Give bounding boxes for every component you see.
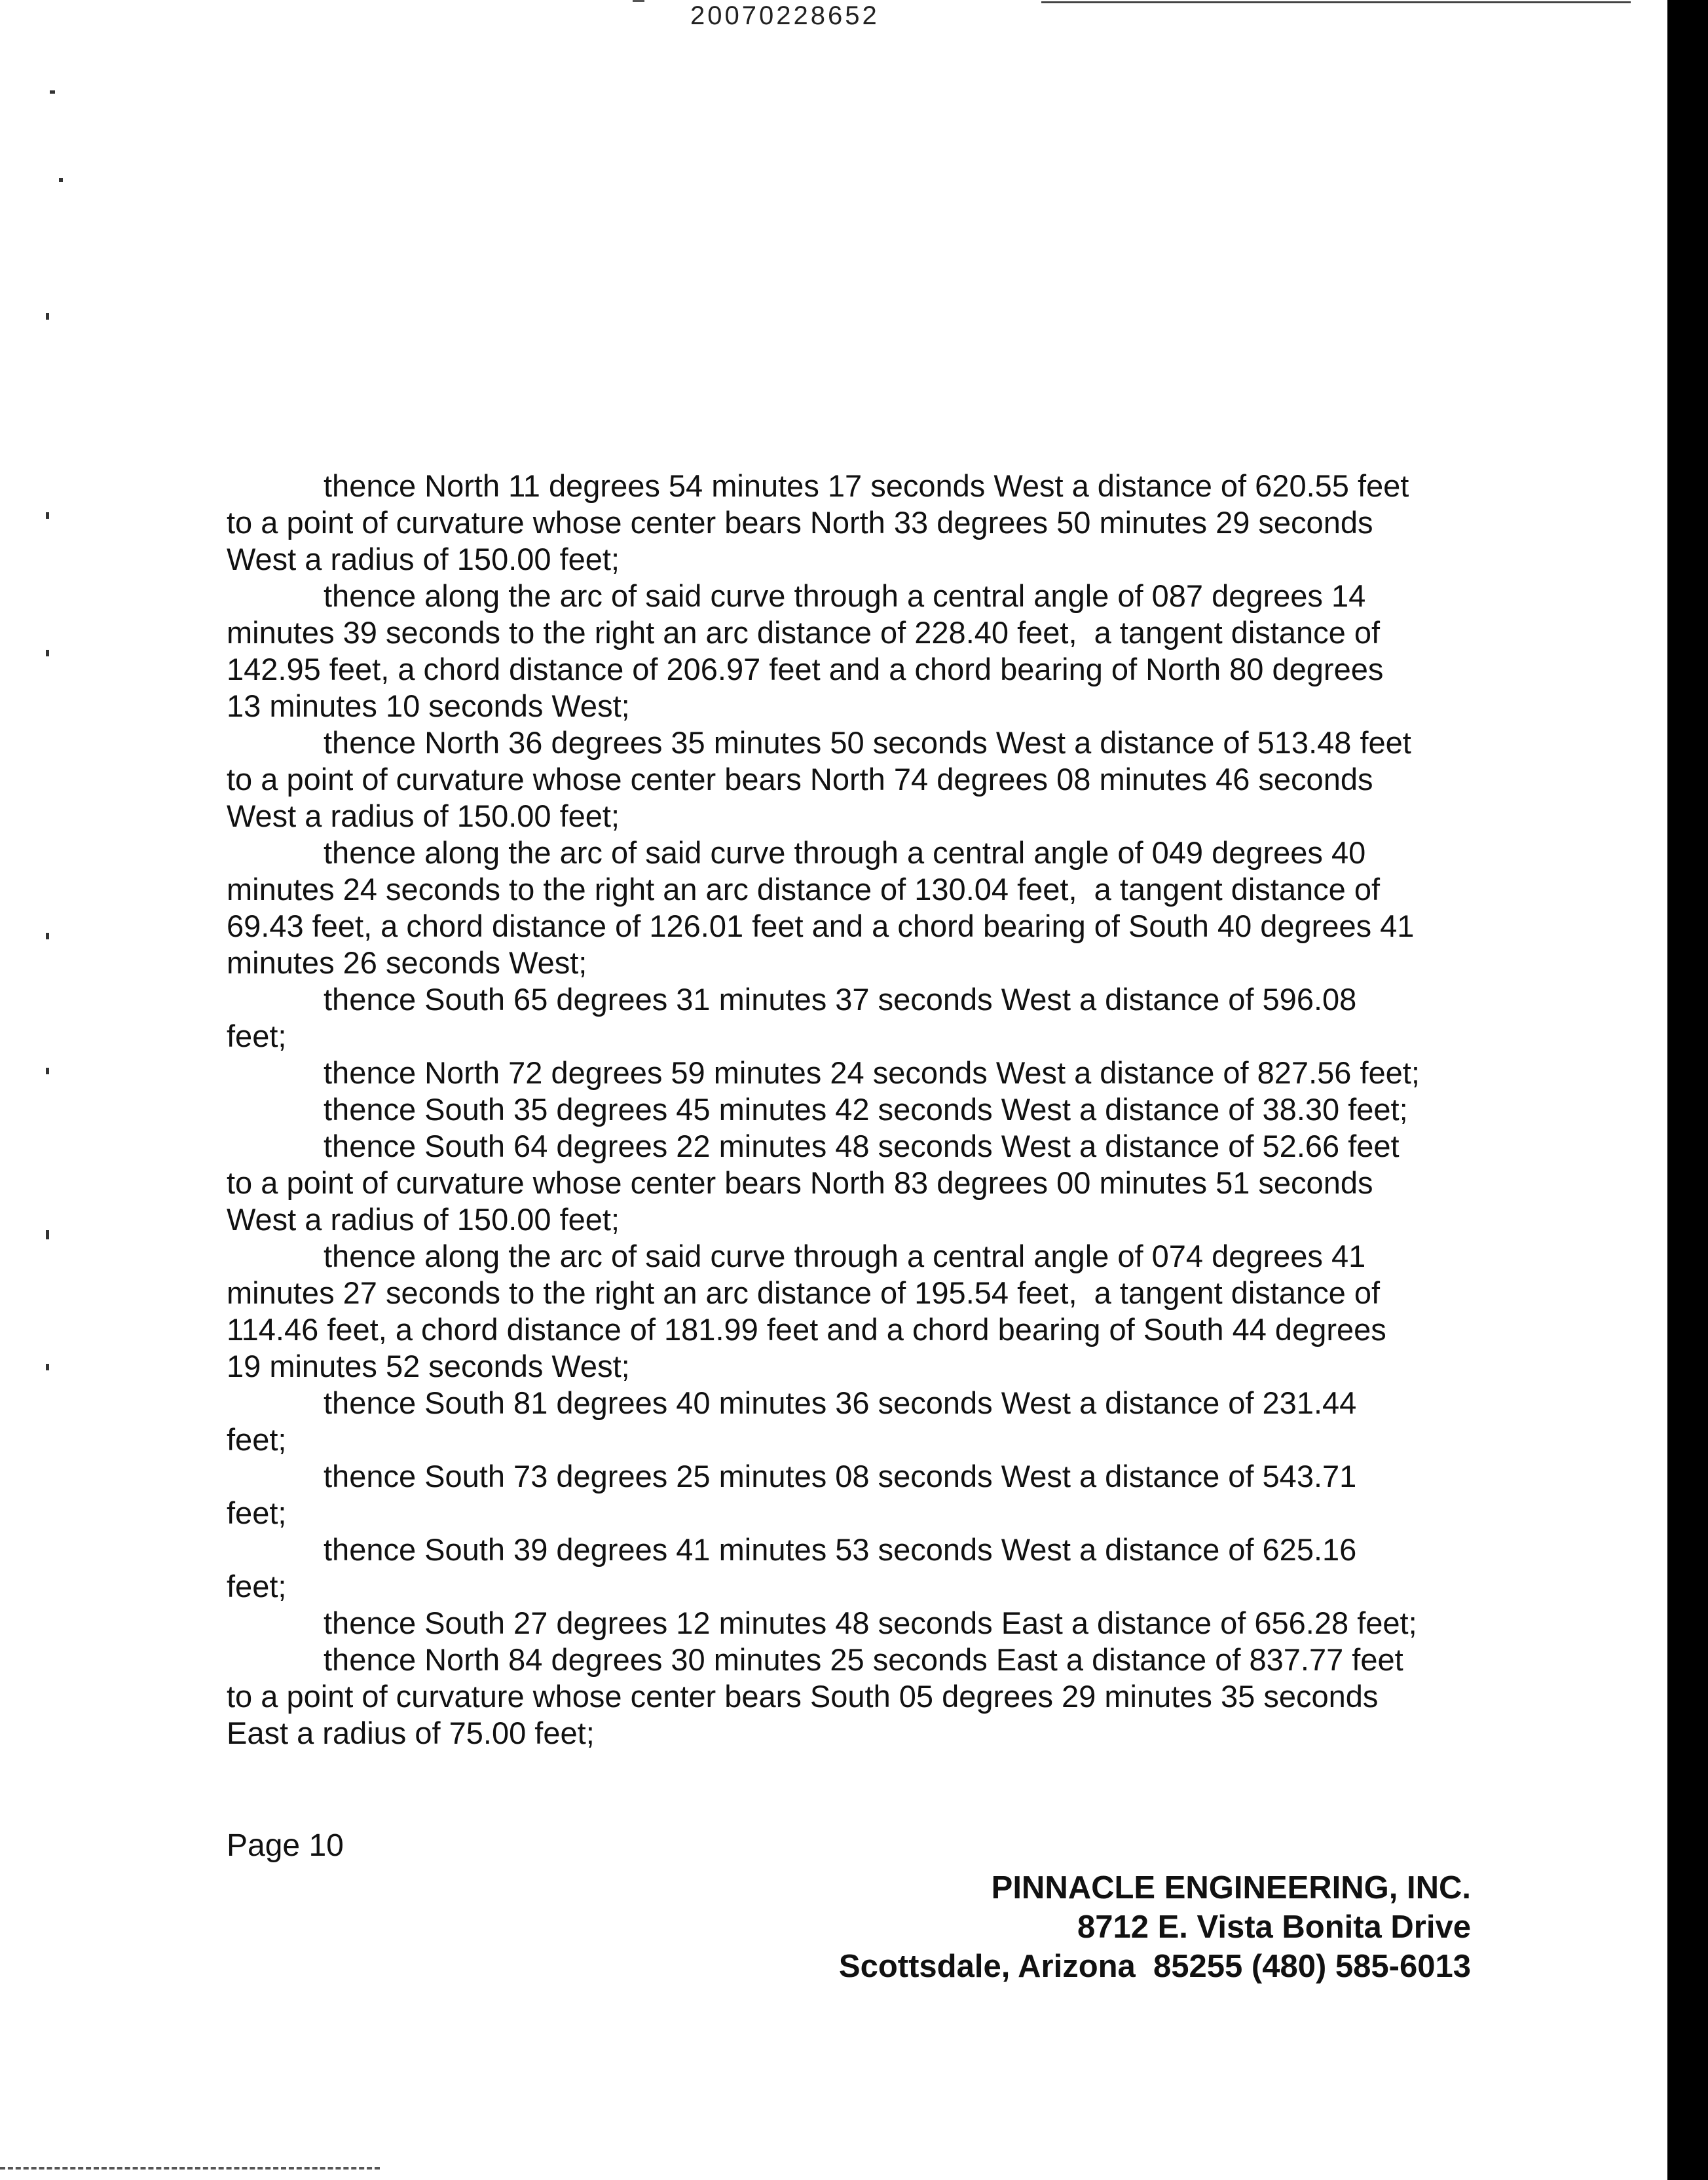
description-line: 114.46 feet, a chord distance of 181.99 feet and a chord bearing of South 44 degrees [227, 1312, 1386, 1347]
margin-scan-dot [46, 650, 49, 656]
description-line: West a radius of 150.00 feet; [227, 1202, 620, 1237]
firm-address: 8712 E. Vista Bonita Drive [1077, 1909, 1471, 1945]
margin-scan-dot [46, 512, 49, 519]
description-line: to a point of curvature whose center bears South 05 degrees 29 minutes 35 seconds [227, 1679, 1379, 1714]
firm-city-phone: Scottsdale, Arizona 85255 (480) 585-6013 [838, 1949, 1471, 1984]
top-scan-rule [1041, 1, 1631, 3]
firm-info-block [839, 1868, 1471, 1986]
description-line: 142.95 feet, a chord distance of 206.97 feet and a chord bearing of North 80 degrees [227, 652, 1384, 686]
description-line: to a point of curvature whose center bears North 33 degrees 50 minutes 29 seconds [227, 505, 1373, 540]
description-line: thence South 81 degrees 40 minutes 36 seconds West a distance of 231.44 [324, 1385, 1357, 1420]
document-number: 20070228652 [690, 1, 880, 30]
description-line: minutes 27 seconds to the right an arc distance of 195.54 feet, a tangent distance of [227, 1275, 1381, 1310]
description-line: West a radius of 150.00 feet; [227, 542, 620, 576]
description-line: feet; [227, 1019, 287, 1053]
description-line: thence North 84 degrees 30 minutes 25 seconds East a distance of 837.77 feet [324, 1642, 1403, 1677]
description-line: minutes 26 seconds West; [227, 945, 587, 980]
description-line: feet; [227, 1495, 287, 1530]
description-line: thence South 64 degrees 22 minutes 48 seconds West a distance of 52.66 feet [324, 1129, 1400, 1163]
description-line: thence South 27 degrees 12 minutes 48 seconds East a distance of 656.28 feet; [324, 1606, 1417, 1640]
margin-scan-dot [46, 1068, 49, 1074]
description-line: thence along the arc of said curve through a central angle of 074 degrees 41 [324, 1239, 1366, 1273]
description-line: thence North 11 degrees 54 minutes 17 seconds West a distance of 620.55 feet [324, 468, 1409, 503]
firm-name: PINNACLE ENGINEERING, INC. [991, 1870, 1471, 1906]
description-line: thence South 35 degrees 45 minutes 42 seconds West a distance of 38.30 feet; [324, 1092, 1408, 1127]
description-line: thence South 65 degrees 31 minutes 37 seconds West a distance of 596.08 [324, 982, 1357, 1017]
margin-scan-dot [50, 90, 55, 94]
description-line: minutes 39 seconds to the right an arc distance of 228.40 feet, a tangent distance of [227, 615, 1381, 650]
description-line: thence along the arc of said curve through a central angle of 087 degrees 14 [324, 578, 1366, 613]
description-line: 69.43 feet, a chord distance of 126.01 feet and a chord bearing of South 40 degrees 41 [227, 909, 1415, 943]
description-line: 19 minutes 52 seconds West; [227, 1349, 630, 1383]
description-line: thence North 36 degrees 35 minutes 50 seconds West a distance of 513.48 feet [324, 725, 1411, 760]
description-line: 13 minutes 10 seconds West; [227, 688, 630, 723]
description-line: thence along the arc of said curve through a central angle of 049 degrees 40 [324, 835, 1366, 870]
legal-description-body [227, 468, 1471, 1752]
top-scan-mark [633, 0, 644, 2]
description-line: thence South 73 degrees 25 minutes 08 seconds West a distance of 543.71 [324, 1459, 1357, 1494]
description-line: to a point of curvature whose center bears North 74 degrees 08 minutes 46 seconds [227, 762, 1373, 797]
description-line: minutes 24 seconds to the right an arc distance of 130.04 feet, a tangent distance of [227, 872, 1381, 907]
margin-scan-dot [46, 1364, 49, 1370]
description-line: East a radius of 75.00 feet; [227, 1716, 595, 1750]
description-line: feet; [227, 1569, 287, 1604]
scan-edge-band [1667, 0, 1708, 2180]
margin-scan-dot [46, 1230, 49, 1239]
page-number: Page 10 [227, 1828, 344, 1863]
bottom-scan-rule [0, 2167, 380, 2172]
description-line: West a radius of 150.00 feet; [227, 799, 620, 833]
description-line: thence South 39 degrees 41 minutes 53 seconds West a distance of 625.16 [324, 1532, 1357, 1567]
description-line: to a point of curvature whose center bears North 83 degrees 00 minutes 51 seconds [227, 1165, 1373, 1200]
margin-scan-dot [46, 933, 49, 939]
description-line: feet; [227, 1422, 287, 1457]
margin-scan-dot [59, 178, 63, 182]
description-line: thence North 72 degrees 59 minutes 24 seconds West a distance of 827.56 feet; [324, 1055, 1420, 1090]
margin-scan-dot [46, 313, 49, 320]
